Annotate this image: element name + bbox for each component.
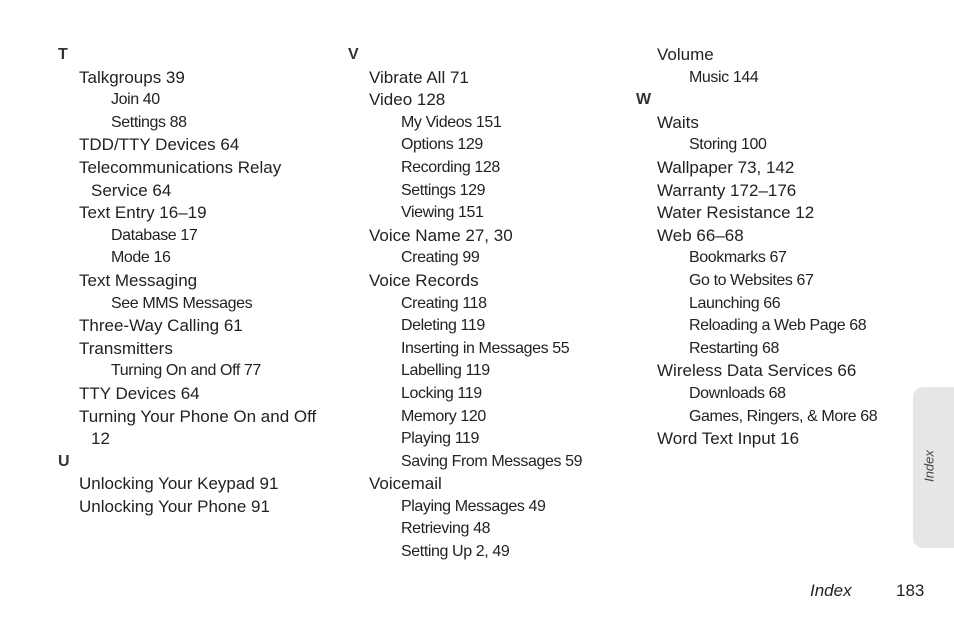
- index-subentry: Games, Ringers, & More 68: [689, 407, 878, 425]
- index-subentry: Database 17: [111, 226, 198, 244]
- index-entry: TTY Devices 64: [79, 383, 200, 403]
- index-entry-continuation: Service 64: [91, 180, 172, 200]
- index-subentry: Reloading a Web Page 68: [689, 317, 867, 335]
- index-subentry: Labelling 119: [401, 362, 490, 380]
- index-entry-continuation: 12: [91, 429, 110, 449]
- index-subentry: Settings 88: [111, 113, 187, 131]
- index-entry: Three-Way Calling 61: [79, 316, 243, 336]
- index-subentry: Restarting 68: [689, 339, 779, 357]
- index-entry: Voice Records: [369, 270, 479, 290]
- index-entry: Text Entry 16–19: [79, 203, 207, 223]
- page-number: 183: [896, 581, 925, 600]
- index-subentry: Inserting in Messages 55: [401, 339, 570, 357]
- index-subentry: Recording 128: [401, 158, 500, 176]
- index-entry: Talkgroups 39: [79, 67, 185, 87]
- index-subentry: Launching 66: [689, 294, 781, 312]
- index-subentry: My Videos 151: [401, 113, 502, 131]
- index-column-3: [636, 44, 906, 451]
- index-subentry: Creating 99: [401, 249, 480, 267]
- index-subentry: Playing 119: [401, 430, 480, 448]
- index-letter-heading: T: [58, 46, 68, 63]
- index-entry: Volume: [657, 45, 714, 64]
- index-subentry: Turning On and Off 77: [111, 362, 261, 380]
- index-entry: Voice Name 27, 30: [369, 225, 513, 245]
- index-entry: Voicemail: [369, 474, 442, 494]
- index-entry: Wallpaper 73, 142: [657, 157, 795, 177]
- index-entry: Wireless Data Services 66: [657, 361, 857, 381]
- index-entry: Transmitters: [79, 338, 173, 358]
- side-tab-label: Index: [921, 450, 937, 482]
- index-subentry: Settings 129: [401, 181, 486, 199]
- index-subentry: Retrieving 48: [401, 520, 491, 538]
- index-entry: TDD/TTY Devices 64: [79, 135, 240, 155]
- index-subentry: Music 144: [689, 68, 759, 86]
- index-subentry: Memory 120: [401, 407, 486, 425]
- index-subentry: Join 40: [111, 91, 160, 109]
- index-subentry: Storing 100: [689, 136, 767, 154]
- index-subentry: Creating 118: [401, 294, 487, 312]
- index-letter-heading: U: [58, 452, 70, 470]
- index-subentry: Viewing 151: [401, 204, 484, 222]
- index-subentry: Deleting 119: [401, 317, 485, 335]
- index-subentry: Go to Websites 67: [689, 271, 814, 289]
- index-entry: Text Messaging: [79, 270, 198, 290]
- index-subentry: Options 129: [401, 136, 483, 154]
- index-entry: Vibrate All 71: [369, 67, 469, 87]
- index-subentry: Saving From Messages 59: [401, 452, 583, 470]
- index-letter-heading: V: [348, 46, 359, 63]
- index-entry: Telecommunications Relay: [79, 157, 282, 177]
- index-subentry: Setting Up 2, 49: [401, 543, 510, 561]
- index-entry: Warranty 172–176: [657, 180, 797, 200]
- index-entry: Video 128: [369, 90, 446, 110]
- index-entry: Turning Your Phone On and Off: [79, 406, 317, 426]
- index-subentry: See MMS Messages: [111, 294, 253, 312]
- index-entry: Word Text Input 16: [657, 429, 800, 449]
- index-entry: Waits: [657, 112, 699, 132]
- index-subentry: Downloads 68: [689, 384, 786, 402]
- index-subentry: Locking 119: [401, 384, 482, 402]
- index-subentry: Bookmarks 67: [689, 249, 787, 267]
- footer-section-title: Index: [810, 581, 852, 600]
- index-entry: Unlocking Your Phone 91: [79, 496, 270, 516]
- index-subentry: Mode 16: [111, 249, 171, 267]
- index-entry: Unlocking Your Keypad 91: [79, 474, 279, 494]
- index-entry: Water Resistance 12: [657, 203, 815, 223]
- index-entry: Web 66–68: [657, 225, 744, 245]
- index-letter-heading: W: [636, 91, 652, 109]
- index-column-2: [348, 44, 628, 564]
- index-subentry: Playing Messages 49: [401, 497, 546, 515]
- index-column-1: [58, 44, 338, 518]
